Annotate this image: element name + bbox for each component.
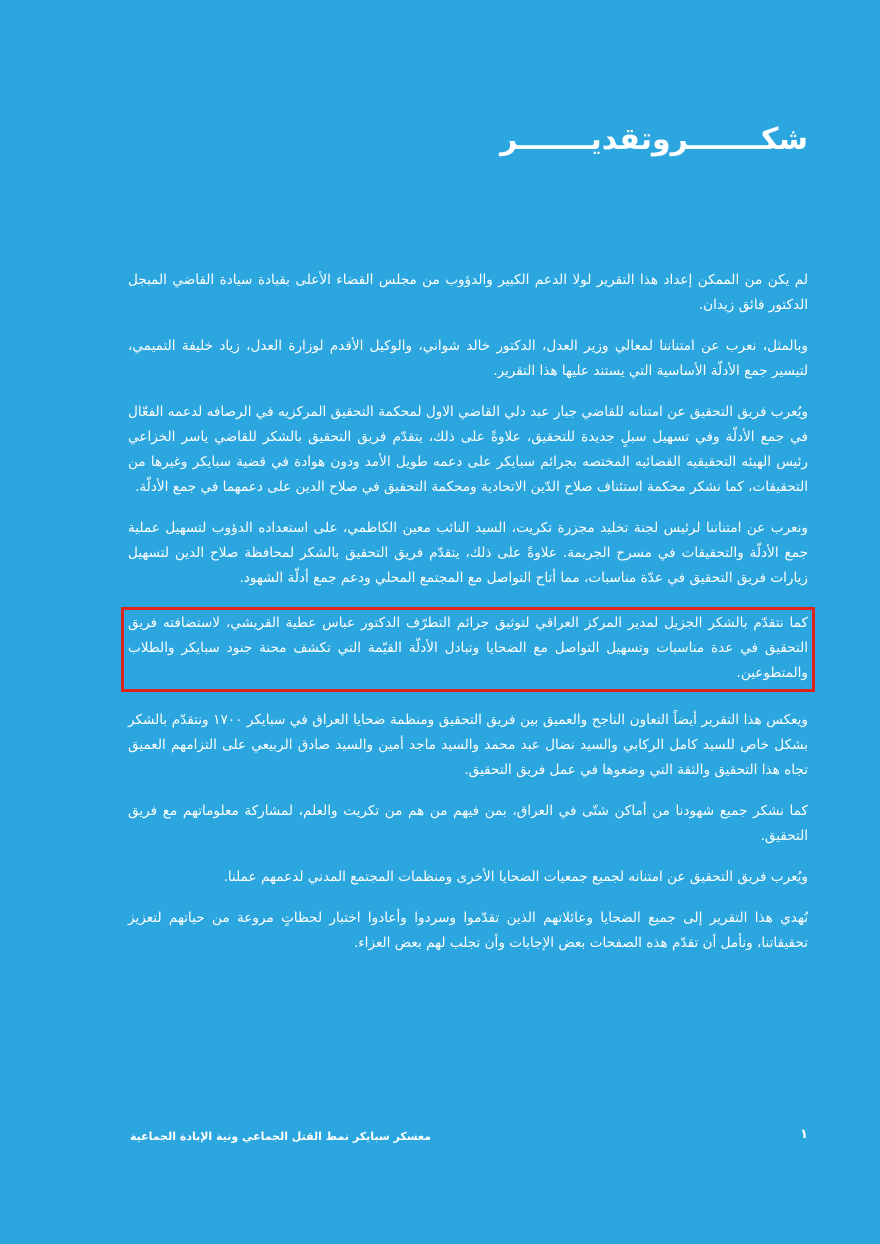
highlighted-paragraph: كما نتقدّم بالشكر الجزيل لمدير المركز العراقي لتوثيق جرائم التطرّف الدكتور عباس عطية القريشي، لاستضافته فريق التحقيق في عدة مناسبات وتسهيل التواصل مع الضحايا وتبادل الأدلّة القيّمة التي تكشف محنة جنود سبايكر والطلاب والمتطوعين.	[121, 607, 815, 692]
paragraph: كما نشكر جميع شهودنا من أماكن شتّى في العراق، بمن فيهم من هم من تكريت والعلم، لمشاركة معلوماتهم مع فريق التحقيق.	[128, 803, 808, 844]
page-title: شكـــــــروتقديـــــــر	[500, 122, 808, 157]
paragraph: ويُعرب فريق التحقيق عن امتنانه لجميع جمعيات الضحايا الأخرى ومنظمات المجتمع المدني لدعمهم عملنا.	[223, 869, 808, 885]
paragraph: نُهدي هذا التقرير إلى جميع الضحايا وعائلاتهم الذين تقدّموا وسردوا وأعادوا اختبار لحظاتٍ مروعة من حياتهم لتعزيز تحقيقاتنا، ونأمل أن تقدّم هذه الصفحات بعض الإجابات وأن تجلب لهم بعض العزاء.	[128, 910, 808, 951]
paragraph: ويُعرب فريق التحقيق عن امتنانه للقاضي جبار عبد دلي القاضي الاول لمحكمة التحقيق المركزيه في الرصافه لدعمه الفعّال في جمع الأدلّة وفي تسهيل سبلٍ جديدة للتحقيق، علاوةً على ذلك، يتقدّم فريق التحقيق بالشكر للقاضي ياسر الخزاعي رئيس الهيئه التحقيقيه القضائيه المختصه بجرائم سبايكر على دعمه طويل الأمد ودون هوادة في قضية سبايكر وغيرها من التحقيقات، كما نشكر محكمة استئناف صلاح الدّين الاتحادية ومحكمة التحقيق في صلاح الدين على دعمهما في جمع الأدلّة.	[128, 404, 808, 495]
paragraph: لم يكن من الممكن إعداد هذا التقرير لولا الدعم الكبير والدؤوب من مجلس القضاء الأعلى بقيادة سيادة القاضي المبجل الدكتور فائق زيدان.	[128, 272, 808, 313]
acknowledgements-body	[128, 268, 808, 972]
page-number: ١	[800, 1127, 808, 1142]
paragraph: ونعرب عن امتناننا لرئيس لجنة تخليد مجزرة تكريت، السيد النائب معين الكاظمي، على استعداده الدؤوب لتسهيل عملية جمع الأدلّة والتحقيقات في مسرح الجريمة. علاوةً على ذلك، يتقدّم فريق التحقيق بالشكر لمحافظة صلاح الدين لتسهيل زيارات فريق التحقيق في عدّة مناسبات، مما أتاح التواصل مع المجتمع المحلي ودعم جمع أدلّة الشهود.	[128, 520, 808, 586]
footer-running-title: معسكر سبايكر نمط القتل الجماعي ونية الإبادة الجماعية	[130, 1130, 431, 1143]
paragraph: ويعكس هذا التقرير أيضاً التعاون الناجح والعميق بين فريق التحقيق ومنظمة ضحايا العراق في سبايكر ١٧٠٠ ونتقدّم بالشكر بشكل خاص للسيد كامل الركابي والسيد نضال عبد محمد والسيد ماجد أمين والسيد صادق الربيعي على التزامهم العميق تجاه هذا التحقيق والثقة التي وضعوها في عمل فريق التحقيق.	[128, 712, 808, 778]
paragraph: وبالمثل، نعرب عن امتناننا لمعالي وزير العدل، الدكتور خالد شواني، والوكيل الأقدم لوزارة العدل، زياد خليفة التميمي، لتيسير جمع الأدلّة الأساسية التي يستند عليها هذا التقرير.	[128, 338, 808, 379]
